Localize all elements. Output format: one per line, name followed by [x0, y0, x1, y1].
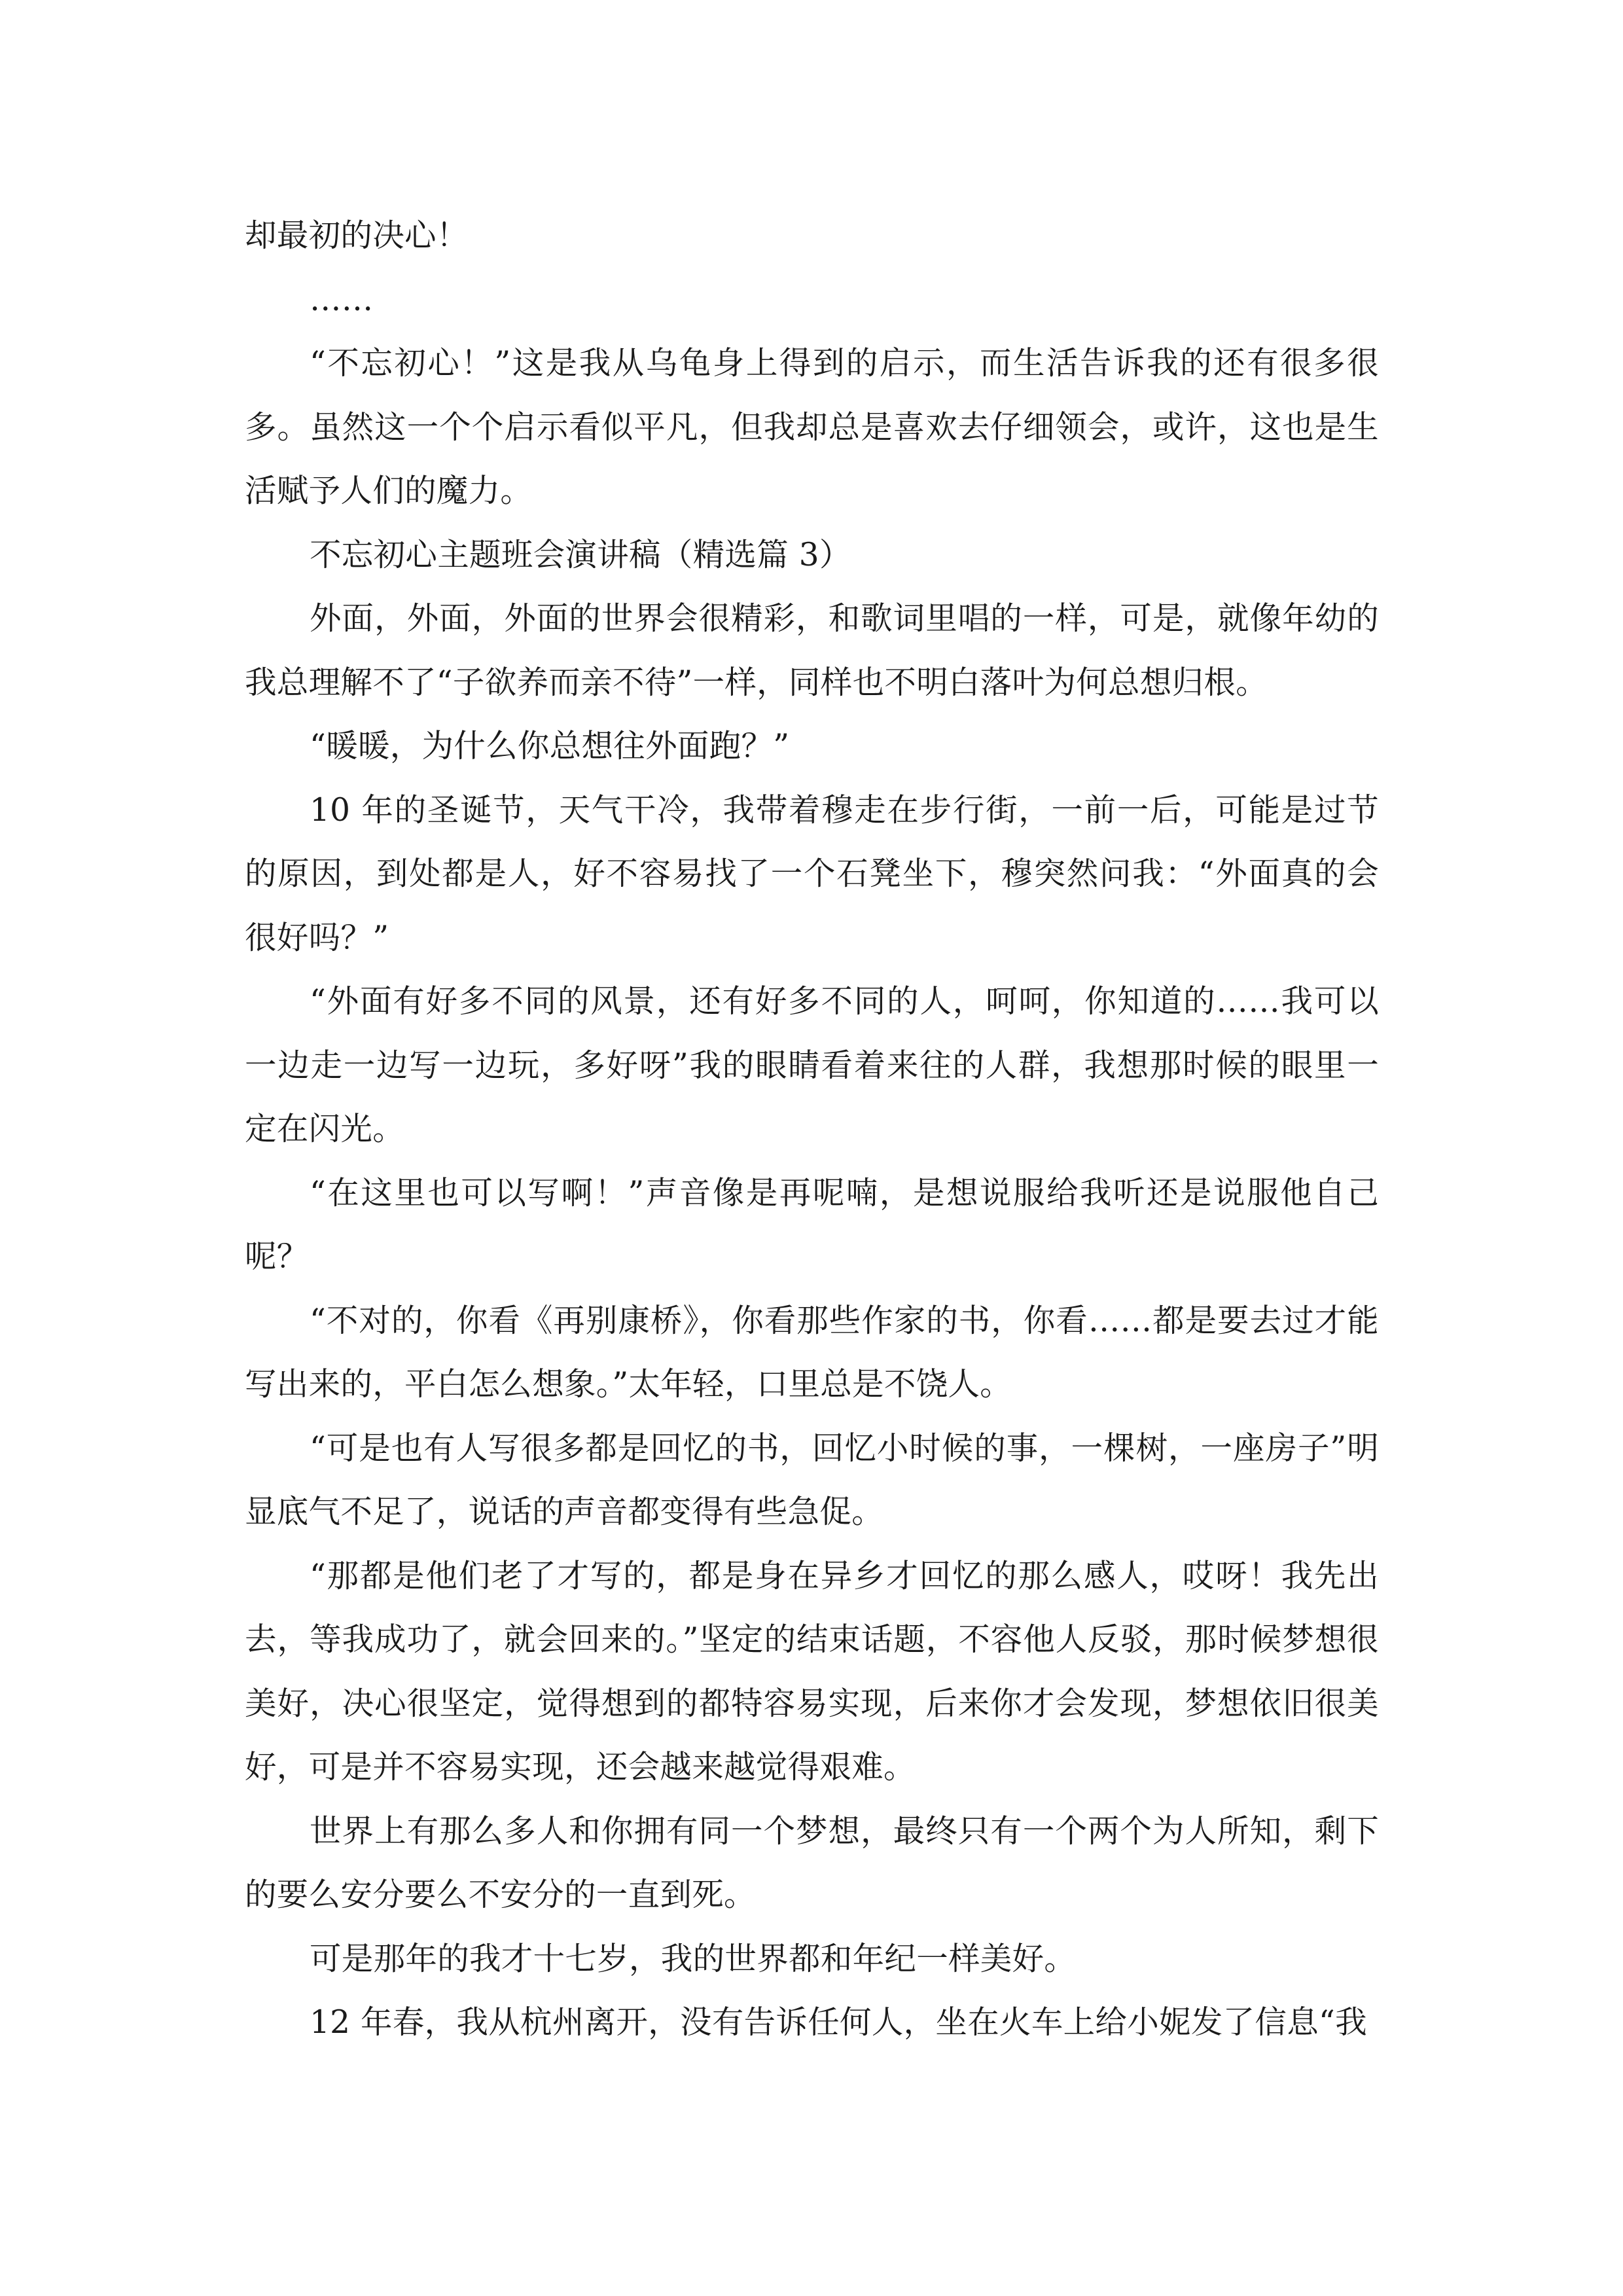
paragraph: 可是那年的我才十七岁，我的世界都和年纪一样美好。 — [310, 1940, 1077, 1977]
section-heading: 不忘初心主题班会演讲稿（精选篇 3） — [310, 536, 851, 573]
paragraph: 却最初的决心！ — [245, 217, 469, 254]
paragraph: 世界上有那么多人和你拥有同一个梦想，最终只有一个两个为人所知，剩下的要么安分要么不安分的一直到死。 — [245, 1812, 1379, 1913]
paragraph: “不对的，你看《再别康桥》，你看那些作家的书，你看……都是要去过才能写出来的，平白怎么想象。”太年轻，口里总是不饶人。 — [245, 1302, 1379, 1403]
paragraph: 外面，外面，外面的世界会很精彩，和歌词里唱的一样，可是，就像年幼的我总理解不了“子欲养而亲不待”一样，同样也不明白落叶为何总想归根。 — [245, 600, 1379, 701]
paragraph: “外面有好多不同的风景，还有好多不同的人，呵呵，你知道的……我可以一边走一边写一边玩，多好呀”我的眼睛看着来往的人群，我想那时候的眼里一定在闪光。 — [245, 983, 1379, 1147]
paragraph: “暖暖，为什么你总想往外面跑？” — [310, 728, 790, 764]
paragraph: …… — [310, 281, 374, 318]
paragraph: 10 年的圣诞节，天气干冷，我带着穆走在步行街，一前一后，可能是过节的原因，到处都是人，好不容易找了一个石凳坐下，穆突然问我：“外面真的会很好吗？” — [245, 791, 1379, 956]
paragraph: “可是也有人写很多都是回忆的书，回忆小时候的事，一棵树，一座房子”明显底气不足了，说话的声音都变得有些急促。 — [245, 1429, 1379, 1530]
document-body — [245, 204, 1379, 2055]
paragraph: “不忘初心！”这是我从乌龟身上得到的启示，而生活告诉我的还有很多很多。虽然这一个个启示看似平凡，但我却总是喜欢去仔细领会，或许，这也是生活赋予人们的魔力。 — [245, 345, 1379, 509]
paragraph: 12 年春，我从杭州离开，没有告诉任何人，坐在火车上给小妮发了信息“我 — [310, 2004, 1367, 2041]
paragraph: “在这里也可以写啊！”声音像是再呢喃，是想说服给我听还是说服他自己呢？ — [245, 1174, 1379, 1275]
paragraph: “那都是他们老了才写的，都是身在异乡才回忆的那么感人，哎呀！我先出去，等我成功了，就会回来的。”坚定的结束话题，不容他人反驳，那时候梦想很美好，决心很坚定，觉得想到的都特容易实现，后来你才会发现，梦想依旧很美好，可是并不容易实现，还会越来越觉得艰难。 — [245, 1557, 1379, 1785]
